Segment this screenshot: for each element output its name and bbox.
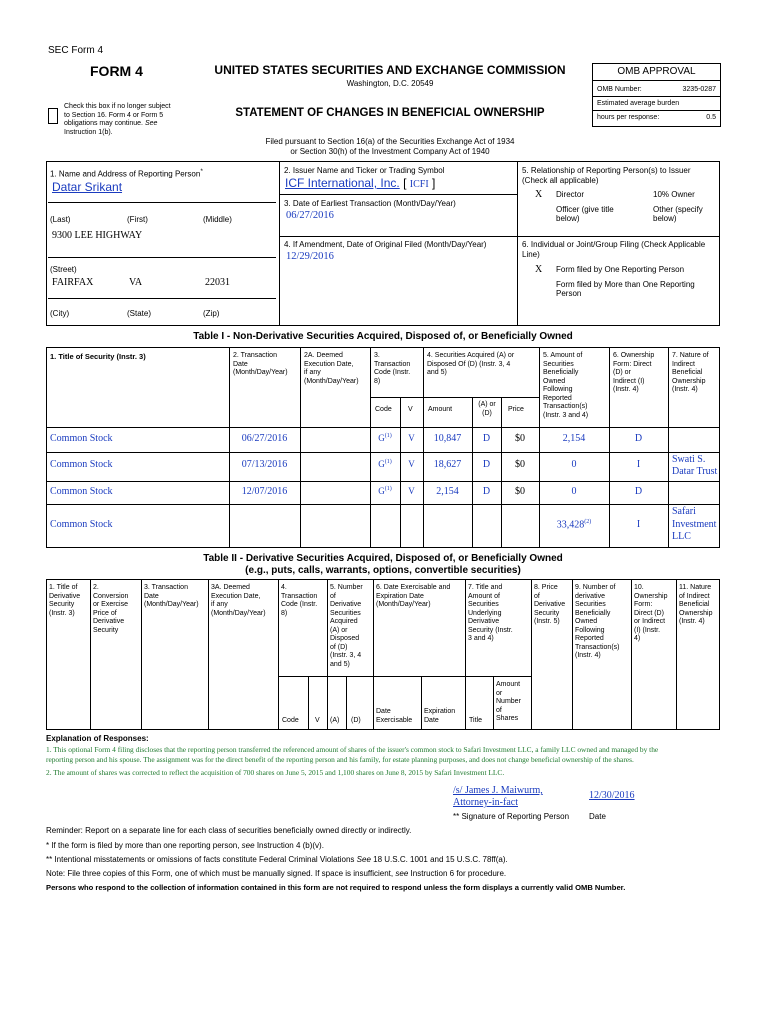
t1-row-date: 12/07/2016 — [241, 486, 288, 497]
date-label: Date — [589, 812, 606, 821]
box1-label: 1. Name and Address of Reporting Person* — [50, 168, 203, 179]
officer-label: Officer (give title below) — [556, 205, 614, 223]
t2-sub-a: (A) — [330, 717, 340, 724]
box6-label1: 6. Individual or Joint/Group Filing (Check Applicable — [522, 240, 706, 249]
note-multiple-persons: * If the form is filed by more than one reporting person, see Instruction 4 (b)(v). — [46, 841, 324, 850]
t1-row-title: Common Stock — [50, 433, 113, 444]
omb-number-label: OMB Number: — [597, 86, 642, 93]
t1-row-code: $G^{(1)}$ — [378, 433, 392, 443]
t2-col-nature: 11. Nature of Indirect Beneficial Ownership (Instr. 4) — [679, 584, 713, 625]
omb-disclaimer: Persons who respond to the collection of information contained in this form are not required to respond unless the form displays a currently valid OMB Number. — [46, 883, 626, 892]
ticker-symbol: ICFI — [409, 179, 429, 190]
t2-col-date: 3. Transaction Date (Month/Day/Year) — [144, 584, 199, 608]
t1-row-v: V — [408, 486, 415, 496]
last-label: (Last) — [50, 215, 71, 224]
t1-row-v: V — [408, 459, 415, 469]
explanation-heading: Explanation of Responses: — [46, 734, 149, 743]
omb-hours-value: 0.5 — [706, 114, 716, 121]
middle-label: (Middle) — [203, 215, 232, 224]
omb-hours-label: hours per response: — [597, 114, 660, 121]
amendment-date: 12/29/2016 — [286, 251, 334, 262]
t1-row-form: I — [636, 459, 641, 470]
omb-approval-box — [592, 63, 721, 127]
checkbox-instructions: Check this box if no longer subject to Section 16. Form 4 or Form 5 obligations may continue. See Instruction 1(b). — [64, 103, 171, 136]
t2-col-conversion: 2. Conversion or Exercise Price of Derivative Security — [93, 584, 129, 634]
no-longer-subject-checkbox[interactable] — [48, 108, 58, 124]
box5-label1: 5. Relationship of Reporting Person(s) to Issuer — [522, 166, 691, 175]
t2-sub-title: Title — [469, 717, 482, 724]
t2-col-underlying: 7. Title and Amount of Securities Underlying Derivative Security (Instr. 3 and 4) — [468, 584, 513, 642]
t2-col-number: 5. Number of Derivative Securities Acquired (A) or Disposed of (D) (Instr. 3, 4 and 5) — [330, 584, 363, 668]
box3-label: 3. Date of Earliest Transaction (Month/Day/Year) — [284, 199, 456, 208]
street-label: (Street) — [50, 265, 77, 274]
t1-col-code: 3. Transaction Code (Instr. 8) — [374, 352, 411, 385]
t1-row-title: Common Stock — [50, 459, 113, 470]
statement-title: STATEMENT OF CHANGES IN BENEFICIAL OWNERSHIP — [235, 107, 545, 119]
t1-sub-v: V — [408, 406, 413, 413]
state-label: (State) — [127, 309, 152, 318]
t1-row-amount: 18,627 — [433, 459, 462, 470]
t1-row-price: $0 — [515, 433, 525, 444]
table2-title2: (e.g., puts, calls, warrants, options, convertible securities) — [245, 565, 521, 576]
director-checkmark[interactable]: X — [535, 189, 543, 200]
omb-burden-label: Estimated average burden — [597, 100, 680, 107]
t1-row-nature: Safari Investment LLC — [672, 506, 717, 542]
t1-row-ad: D — [482, 433, 491, 444]
city-label: (City) — [50, 309, 70, 318]
signature-date: 12/30/2016 — [589, 790, 635, 801]
t1-row-nature: Swati S. Datar Trust — [672, 454, 718, 477]
t1-col-securities: 4. Securities Acquired (A) or Disposed Of (D) (Instr. 3, 4 and 5) — [427, 352, 515, 376]
t2-col-deemed: 3A. Deemed Execution Date, if any (Month/Day/Year) — [211, 584, 266, 617]
state-value: VA — [129, 277, 143, 288]
box6-label2: Line) — [522, 250, 540, 259]
omb-title: OMB APPROVAL — [593, 64, 720, 81]
table2-title1: Table II - Derivative Securities Acquired, Disposed of, or Beneficially Owned — [203, 553, 563, 564]
filed-pursuant-line1: Filed pursuant to Section 16(a) of the Securities Exchange Act of 1934 — [265, 137, 515, 146]
t1-row-amount: 2,154 — [436, 486, 459, 497]
sec-form-label: SEC Form 4 — [48, 45, 104, 56]
box5-label2: (Check all applicable) — [522, 176, 599, 185]
signature-name: /s/ James J. Maiwurm, Attorney-in-fact — [453, 785, 543, 808]
t2-col-title: 1. Title of Derivative Security (Instr. 3) — [49, 584, 81, 617]
issuer-name-ticker: ICF International, Inc. [ ICFI ] — [285, 176, 436, 190]
note-misstatements: ** Intentional misstatements or omissions of facts constitute Federal Criminal Violations See 18 U.S.C. 1001 and 15 U.S.C. 78ff(a). — [46, 855, 508, 864]
t1-row-price: $0 — [515, 486, 525, 497]
issuer-name-link[interactable]: ICF International, Inc. — [285, 176, 400, 190]
director-label: Director — [556, 190, 585, 199]
t1-row-ad: D — [482, 459, 491, 470]
t1-sub-code: Code — [375, 406, 392, 413]
note-file-copies: Note: File three copies of this Form, one of which must be manually signed. If space is insufficient, see Instruction 6 for procedure. — [46, 869, 507, 878]
t2-sub-d: (D) — [351, 717, 361, 724]
t1-row-owned: 2,154 — [562, 433, 586, 444]
one-person-label: Form filed by One Reporting Person — [556, 265, 685, 274]
other-label: Other (specify below) — [653, 205, 703, 223]
t2-col-owned: 9. Number of derivative Securities Beneficially Owned Following Reported Transaction(s) (Instr. 4) — [575, 584, 620, 659]
earliest-transaction-date: 06/27/2016 — [286, 210, 334, 221]
t1-col-amount-owned: 5. Amount of Securities Beneficially Owned Following Reported Transaction(s) (Instr. 3 and 4) — [543, 352, 589, 419]
t1-row-price: $0 — [515, 459, 525, 470]
reminder-note: Reminder: Report on a separate line for each class of securities beneficially owned directly or indirectly. — [46, 826, 412, 835]
t2-col-exercisable: 6. Date Exercisable and Expiration Date (Month/Day/Year) — [376, 584, 451, 608]
omb-number-value: 3235-0287 — [682, 86, 716, 93]
t2-sub-amount: Amount or Number of Shares — [496, 681, 521, 722]
t1-col-ownership: 6. Ownership Form: Direct (D) or Indirect (I) (Instr. 4) — [613, 352, 655, 393]
t1-row-v: V — [408, 433, 415, 443]
one-person-checkmark[interactable]: X — [535, 264, 543, 275]
more-persons-label: Form filed by More than One Reporting Person — [556, 280, 695, 298]
t1-sub-price: Price — [508, 406, 524, 413]
city-value: FAIRFAX — [52, 277, 94, 288]
t1-row-owned: 0 — [571, 486, 577, 497]
t2-sub-expiration: Expiration Date — [424, 708, 456, 724]
commission-title: UNITED STATES SECURITIES AND EXCHANGE COMMISSION — [214, 63, 566, 77]
t1-sub-ad: (A) or (D) — [478, 401, 496, 417]
reporting-person-name[interactable]: Datar Srikant — [52, 180, 123, 194]
t2-col-price: 8. Price of Derivative Security (Instr. 5) — [534, 584, 566, 625]
footnote-1: 1. This optional Form 4 filing discloses that the reporting person transferred the referenced amount of shares of the issuer's common stock to Safari Investment LLC, a family LLC owned and managed by the reporting person and his spouse. The assignment was for the direct benefit of the reporting person and his family, for estate planning purposes, and does not change beneficial ownership of the shares. — [46, 745, 659, 764]
filed-pursuant-line2: or Section 30(h) of the Investment Company Act of 1940 — [290, 147, 490, 156]
t1-row-form: I — [636, 519, 641, 530]
t1-col-title: 1. Title of Security (Instr. 3) — [50, 352, 146, 361]
signature-label: ** Signature of Reporting Person — [453, 812, 570, 821]
t1-row-date: 06/27/2016 — [241, 433, 288, 444]
t1-row-title: Common Stock — [50, 519, 113, 530]
table1-title: Table I - Non-Derivative Securities Acquired, Disposed of, or Beneficially Owned — [193, 331, 573, 342]
t2-col-ownership: 10. Ownership Form: Direct (D) or Indirect (I) (Instr. 4) — [634, 584, 668, 642]
t1-row-owned: 0 — [571, 459, 577, 470]
t1-sub-amount: Amount — [428, 406, 453, 413]
t1-row-code: $G^{(1)}$ — [378, 459, 392, 469]
t2-col-code: 4. Transaction Code (Instr. 8) — [281, 584, 318, 617]
footnote-2: 2. The amount of shares was corrected to reflect the acquisition of 700 shares on June 5, 2015 and 1,100 shares on June 8, 2015 by Safari Investment LLC. — [46, 768, 505, 777]
t1-row-date: 07/13/2016 — [241, 459, 288, 470]
t2-sub-date-exercisable: Date Exercisable — [376, 708, 413, 724]
commission-address: Washington, D.C. 20549 — [346, 79, 434, 88]
zip-value: 22031 — [205, 277, 230, 288]
ten-pct-owner-label: 10% Owner — [653, 190, 695, 199]
t1-row-title: Common Stock — [50, 486, 113, 497]
t1-row-code: $G^{(1)}$ — [378, 486, 392, 496]
street-value: 9300 LEE HIGHWAY — [52, 230, 143, 241]
box2-label: 2. Issuer Name and Ticker or Trading Symbol — [284, 166, 445, 175]
zip-label: (Zip) — [203, 309, 220, 318]
form-number: FORM 4 — [90, 63, 143, 79]
t1-col-date: 2. Transaction Date (Month/Day/Year) — [233, 352, 288, 376]
t1-row-amount: 10,847 — [433, 433, 462, 444]
t1-col-deemed: 2A. Deemed Execution Date, if any (Month/Day/Year) — [304, 352, 359, 385]
t1-row-ad: D — [482, 486, 491, 497]
t1-row-form: D — [634, 486, 643, 497]
t2-sub-code: Code — [282, 717, 299, 724]
t2-sub-v: V — [315, 717, 320, 724]
t1-row-owned: 33,428$^{(2)}$ — [556, 519, 592, 531]
first-label: (First) — [127, 215, 148, 224]
box4-label: 4. If Amendment, Date of Original Filed (Month/Day/Year) — [284, 240, 487, 249]
t1-col-nature: 7. Nature of Indirect Beneficial Ownership (Instr. 4) — [672, 352, 709, 393]
t1-row-form: D — [634, 433, 643, 444]
